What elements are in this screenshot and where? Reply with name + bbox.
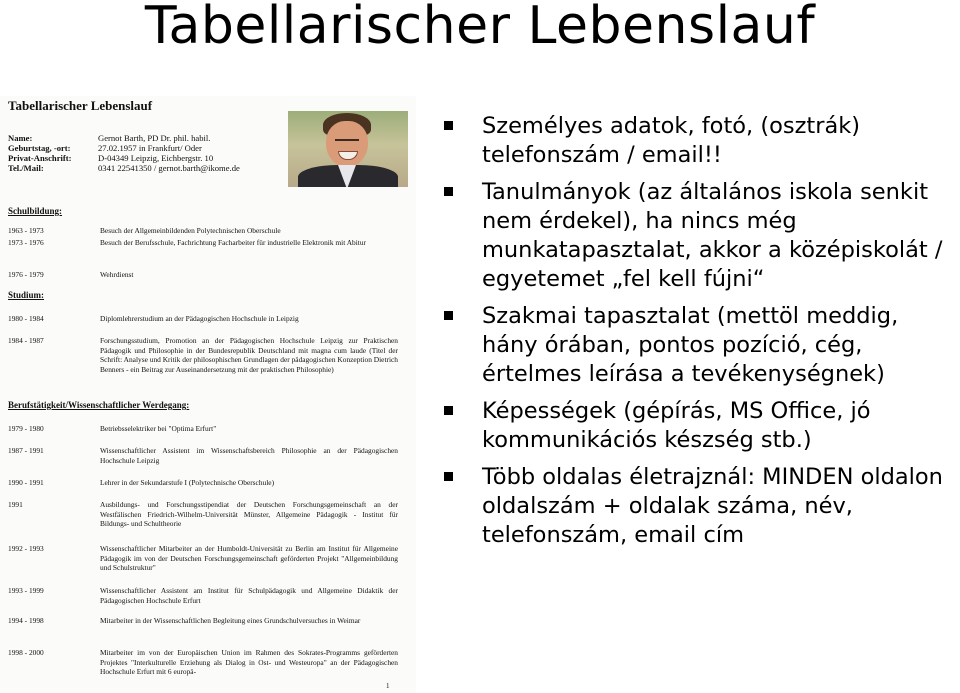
entry-date: 1963 - 1973	[8, 226, 44, 235]
entry-text: Wehrdienst	[100, 270, 134, 279]
entry-date: 1987 - 1991	[8, 446, 44, 455]
entry-text: Mitarbeiter im von der Europäischen Union im Rahmen des Sokrates-Programms geförderten Projektes "Interkulturelle Erziehung als Dialog in Ost- und Westeuropa" an der Pädagogischen Hochschule Erfurt mit 6 europä-	[100, 648, 398, 677]
entry-date: 1994 - 1998	[8, 616, 44, 625]
entry-text: Mitarbeiter in der Wissenschaftlichen Begleitung eines Grundschulversuches in Weimar	[100, 616, 361, 625]
personal-value: 0341 22541350 / gernot.barth@ikome.de	[98, 163, 240, 173]
entry-date: 1973 - 1976	[8, 238, 44, 247]
bullet-text: Tanulmányok (az általános iskola senkit nem érdekel), ha nincs még munkatapasztalat, akkor a középiskolát / egyetemet „fel kell fújni“	[482, 179, 943, 292]
entry-text: Besuch der Berufsschule, Fachrichtung Facharbeiter für industrielle Elektronik mit Abitur	[100, 238, 366, 247]
square-bullet-icon	[444, 311, 453, 320]
entry-date: 1979 - 1980	[8, 424, 44, 433]
square-bullet-icon	[444, 472, 453, 481]
bullet-item	[436, 178, 956, 294]
entry-date: 1992 - 1993	[8, 544, 44, 553]
bullet-text: Személyes adatok, fotó, (osztrák) telefonszám / email!!	[482, 113, 861, 168]
bullet-item	[436, 397, 956, 455]
personal-value: D-04349 Leipzig, Eichbergstr. 10	[98, 153, 214, 163]
section-schulbildung: Schulbildung:	[8, 206, 63, 216]
square-bullet-icon	[444, 121, 453, 130]
entry-text: Lehrer in der Sekundarstufe I (Polytechnische Oberschule)	[100, 478, 275, 487]
personal-key: Tel./Mail:	[8, 163, 44, 173]
personal-row-contact	[8, 163, 240, 173]
entry-date: 1976 - 1979	[8, 270, 44, 279]
page-number: 1	[386, 682, 390, 690]
entry-date: 1991	[8, 500, 23, 509]
slide-title: Tabellarischer Lebenslauf	[144, 0, 816, 56]
entry-text: Diplomlehrerstudium an der Pädagogischen Hochschule in Leipzig	[100, 314, 299, 323]
entry-date: 1984 - 1987	[8, 336, 44, 345]
section-berufstaetigkeit: Berufstätigkeit/Wissenschaftlicher Werdegang:	[8, 400, 190, 410]
bullet-item	[436, 302, 956, 389]
entry-text: Besuch der Allgemeinbildenden Polytechnischen Oberschule	[100, 226, 281, 235]
personal-key: Privat-Anschrift:	[8, 153, 72, 163]
bullet-text: Szakmai tapasztalat (mettöl meddig, hány órában, pontos pozíció, cég, értelmes leírása a tevékenységnek)	[482, 303, 899, 387]
entry-date: 1993 - 1999	[8, 586, 44, 595]
entry-text: Wissenschaftlicher Mitarbeiter an der Humboldt-Universität zu Berlin am Institut für Allgemeine Pädagogik im von der Deutschen Forschungsgemeinschaft geförderten Projekt "Allgemeinbildung und Schulstruktur"	[100, 544, 398, 573]
entry-text: Forschungsstudium, Promotion an der Pädagogischen Hochschule Leipzig zur Praktischen Pädagogik und Philosophie in der Bundesrepublik Deutschland mit magna cum laude (Titel der Schrift: Analyse und Kritik der philosophischen Grundlagen der pädagogischen Konzeption Dietrich Benners - ein Beitrag zur Auseinandersetzung mit der praktischen Philosophie)	[100, 336, 398, 374]
cv-heading: Tabellarischer Lebenslauf	[8, 98, 153, 113]
bullet-text: Képességek (gépírás, MS Office, jó kommunikációs készség stb.)	[482, 398, 871, 453]
entry-date: 1990 - 1991	[8, 478, 44, 487]
cv-document-image	[0, 96, 416, 693]
bullet-list	[436, 112, 956, 558]
personal-row-address	[8, 153, 213, 163]
personal-key: Name:	[8, 133, 33, 143]
section-studium: Studium:	[8, 290, 45, 300]
entry-date: 1998 - 2000	[8, 648, 44, 657]
bullet-text: Több oldalas életrajznál: MINDEN oldalon oldalszám + oldalak száma, név, telefonszám, email cím	[482, 464, 943, 548]
bullet-item	[436, 112, 956, 170]
square-bullet-icon	[444, 187, 453, 196]
entry-text: Betriebsselektriker bei "Optima Erfurt"	[100, 424, 217, 433]
personal-row-name	[8, 133, 210, 143]
entry-text: Wissenschaftlicher Assistent im Wissenschaftsbereich Philosophie an der Pädagogischen Hochschule Leipzig	[100, 446, 398, 465]
personal-row-birth	[8, 143, 202, 153]
personal-key: Geburtstag, -ort:	[8, 143, 71, 153]
entry-date: 1980 - 1984	[8, 314, 44, 323]
personal-value: Gernot Barth, PD Dr. phil. habil.	[98, 133, 211, 143]
entry-text: Ausbildungs- und Forschungsstipendiat der Deutschen Forschungsgemeinschaft an der Westfälischen Friedrich-Wilhelm-Universität Münster, Allgemeine Pädagogik - Institut für Bildungs- und Schultheorie	[100, 500, 398, 529]
personal-value: 27.02.1957 in Frankfurt/ Oder	[98, 143, 202, 153]
square-bullet-icon	[444, 406, 453, 415]
portrait-photo	[288, 111, 408, 187]
entry-text: Wissenschaftlicher Assistent am Institut für Schulpädagogik und Allgemeine Didaktik der Pädagogischen Hochschule Erfurt	[100, 586, 398, 605]
bullet-item	[436, 463, 956, 550]
